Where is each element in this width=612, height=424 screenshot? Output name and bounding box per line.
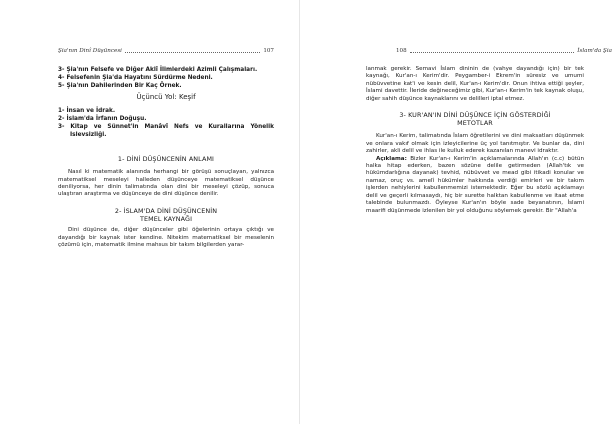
header-dot-leader: [125, 52, 260, 53]
left-page-body: [58, 66, 274, 249]
explanation-text: Bizler Kur'an-ı Kerim'in açıklamalarında Allah'ın (c.c) bütün halka hitap ederken, bazen sözüne delile getirmeden (Allah'tık ve hükümdarlığına dayanak) tevhid, nübüvvet ve mead gibi itikadi konular ve namaz, oruç vs. amelî hükümler hakkında verdiği emirleri ve bir takım işlerden nehiylerini kabullenmemizi istemektedir. Eğer bu sözlü açıklamayı delil ve geçerli kılmasaydı, hiç bir surette halktan kabullenme ve itaat etme talebinde bulunmazdı. Öyleyse Kur'an'ın böyle sade beyanatının, İslami maarifi düşünmede izlenilen bir yol olduğunu söylemek gerekir. Bir "Allah'a: [366, 155, 584, 214]
paragraph: Nasıl ki matematik alanında herhangi bir görüşü sonuçlayan, yalnızca matematiksel meseleyi halleden düşünceye matematiksel düşünce deniliyorsa, her dinin talimatında olan dini bir meseleyi çözüp, sonuca ulaştıran araştırma ve düşünceye de dini düşünce denilir.: [58, 169, 274, 198]
heading-source: [58, 207, 274, 223]
explanation-term: Açıklama:: [376, 155, 407, 162]
left-header-title: Şia'nın Dinî Düşüncesi: [58, 48, 122, 54]
toc-item: 4- Felsefenin Şia'da Hayatını Sürdürme Nedeni.: [58, 75, 213, 81]
heading-source-line2: TEMEL KAYNAĞI: [139, 215, 193, 224]
toc-item: 2- İslam'da İrfanın Doğuşu.: [58, 116, 147, 122]
paragraph: Dini düşünce de, diğer düşünceler gibi öğelerinin ortaya çıktığı ve dayandığı bir kaynak ister kendine. Nitekim matematiksel bir meselenin çözümü için, matematik ilmine mahsus bir takım bilgilerden yarar-: [58, 227, 274, 249]
toc-item: 5- Şia'nın Dahilerinden Bir Kaç Örnek.: [58, 83, 182, 89]
right-page: [300, 0, 612, 424]
toc-item: 3- Kitap ve Sünnet'in Manâvî Nefs ve Kurallarına Yönelik Islevsizliği.: [58, 124, 274, 138]
heading-methods-line2: METOTLAR: [457, 119, 493, 128]
heading-methods-line1: 3- KUR'AN'IN DİNİ DÜŞÜNCE İÇİN GÖSTERDİĞİ: [399, 111, 551, 120]
right-page-body: [366, 66, 584, 215]
left-page-header: [58, 45, 274, 57]
right-page-number: 108: [396, 48, 407, 54]
section-title: Üçüncü Yol: Keşif: [136, 93, 196, 101]
paragraph: lanmak gerekir. Semavi İslam dininin de (vahye dayandığı için) bir tek kaynağı, Kur'an-ı Kerim'dir. Peygamber-i Ekrem'in süresiz ve umumi nübüvvetine kat'i ve kesin delil, Kur'an-ı Kerim'dir. Onun ihtiva ettiği şeyler, İslami davettir. İleride değineceğimiz gibi, Kur'an-ı Kerim'in tek kaynak oluşu, diğer sahih düşünce kaynaklarını ve delilleri iptal etmez.: [366, 66, 584, 102]
heading-methods: [366, 111, 584, 127]
heading-meaning: 1- DİNİ DÜŞÜNCENİN ANLAMI: [117, 155, 215, 163]
heading-source-line1: 2- İSLAM'DA DİNİ DÜŞÜNCENİN: [114, 206, 218, 215]
toc-item: 1- İnsan ve İdrak.: [58, 108, 116, 114]
left-page-number: 107: [263, 48, 274, 54]
right-header-title: İslam'da Şia: [577, 48, 612, 54]
paragraph-explanation: [366, 156, 584, 215]
paragraph: Kur'an-ı Kerim, talimatında İslam öğretilerini ve dini maksatları düşünmek ve onlara vakıf olmak için izleyicilerine üç yol tanıtmıştır. Ve bunlar da, dini zahirler, akli delil ve ihlas ile kulluk ederek kazanılan manevi idraktır.: [366, 133, 584, 155]
right-page-header: [396, 45, 612, 57]
left-page: [0, 0, 300, 424]
toc-item: 3- Şia'nın Felsefe ve Diğer Aklî İlimlerdeki Azimli Çalışmaları.: [58, 67, 258, 73]
header-dot-leader: [410, 52, 575, 53]
